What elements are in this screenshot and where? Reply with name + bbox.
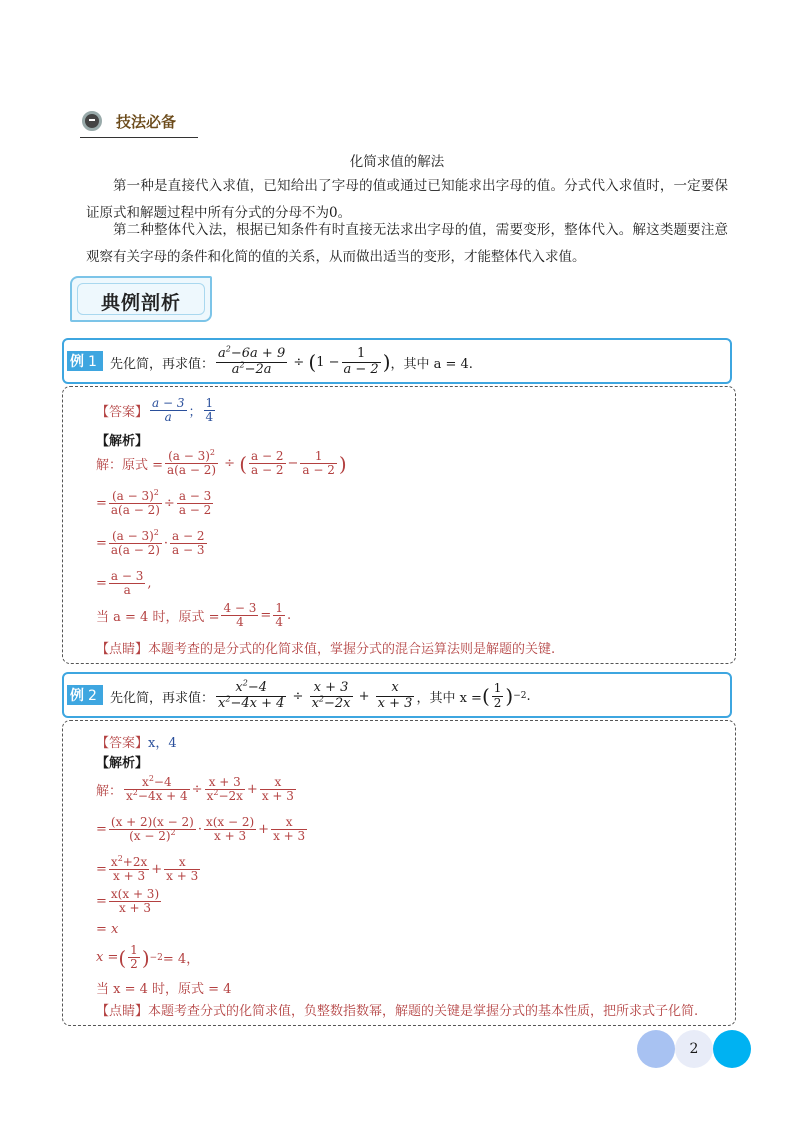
example-1-comment: 【点睛】 本题考查的是分式的化简求值，掌握分式的混合运算法则是解题的关键. bbox=[96, 642, 556, 657]
example-1-question-box: 例 1 先化简，再求值： $\frac{a^2-6a + 9}{a^2-2a}$ ÷ ( 1 − $\frac{1}{a - 2}$ ) ，其中 a = 4. bbox=[62, 338, 732, 384]
example-1-answer-value: $\frac{1}{4}$ bbox=[205, 396, 214, 425]
example-1-answer-label: 【答案】 bbox=[96, 405, 149, 421]
example-1-tag: 例 1 bbox=[67, 351, 103, 371]
example-2-prompt: 先化简，再求值： bbox=[110, 690, 215, 706]
example-2-step-6: x = ( $\frac{1}{2}$ ) −2 = 4， bbox=[96, 943, 200, 972]
example-1-expr-fraction-2: $\frac{1}{a - 2}$ bbox=[343, 346, 379, 377]
method-title: 化简求值的解法 bbox=[349, 154, 445, 170]
example-2-step-1: 解： $\frac{x^2-4}{x^2-4x + 4}$ ÷ $\frac{x + 3}{x^2-2x}$ + $\frac{x}{x + 3}$ bbox=[96, 774, 294, 804]
example-2-step-3: = $\frac{x^2+2x}{x + 3}$ + $\frac{x}{x + 3}$ bbox=[96, 854, 199, 884]
example-2-answer-value: x，4 bbox=[148, 736, 177, 751]
example-1-condition: ，其中 a = 4. bbox=[390, 356, 473, 372]
example-1-step-4: = $\frac{a - 3}{a}$ , bbox=[96, 569, 152, 598]
example-2-condition: ，其中 x = bbox=[416, 690, 482, 706]
example-2-step-5: = x bbox=[96, 922, 119, 937]
example-2-tag: 例 2 bbox=[67, 685, 103, 705]
example-2-expr-fraction-3: $\frac{x}{x + 3}$ bbox=[377, 680, 413, 711]
example-2-step-7: 当 x = 4 时，原式 = 4 bbox=[96, 982, 232, 997]
example-banner bbox=[70, 276, 212, 322]
example-1-expr-fraction-1: $\frac{a^2-6a + 9}{a^2-2a}$ bbox=[218, 344, 286, 377]
example-2-step-4: = $\frac{x(x + 3)}{x + 3}$ bbox=[96, 887, 160, 916]
example-banner-label: 典例剖析 bbox=[100, 292, 181, 314]
example-1-answer-fraction: $\frac{a - 3}{a}$ bbox=[152, 396, 185, 425]
method-paragraph-1: 第一种是直接代入求值，已知给出了字母的值或通过已知能求出字母的值。分式代入求值时，一定要保证原式和解题过程中所有分式的分母不为0。 bbox=[86, 178, 728, 221]
example-1-step-1: 解：原式 = $\frac{(a - 3)^2}{a(a - 2)}$ ÷ ( $\frac{a - 2}{a - 2}$ − $\frac{1}{a - 2}$ ) bbox=[96, 448, 347, 478]
example-1-analysis-label: 【解析】 bbox=[96, 434, 149, 449]
example-1-step-5: 当 a = 4 时，原式 = $\frac{4 - 3}{4}$ = $\frac{1}{4}$ . bbox=[96, 601, 292, 630]
example-2-answer-label: 【答案】 bbox=[96, 736, 149, 751]
section-header-title: 技法必备 bbox=[116, 113, 177, 131]
page-number: 2 bbox=[675, 1030, 713, 1068]
section-header bbox=[80, 108, 198, 138]
section-header-icon bbox=[82, 111, 102, 131]
example-1-prompt: 先化简，再求值： bbox=[110, 356, 215, 372]
example-2-analysis-label: 【解析】 bbox=[96, 756, 149, 771]
example-2-expr-fraction-2: $\frac{x + 3}{x^2-2x}$ bbox=[311, 680, 351, 711]
example-2-step-2: = $\frac{(x + 2)(x - 2)}{(x - 2)^2}$ · $\frac{x(x - 2)}{x + 3}$ + $\frac{x}{x + 3}$ bbox=[96, 815, 306, 844]
example-1-step-3: = $\frac{(a - 3)^2}{a(a - 2)}$ · $\frac{a - 2}{a - 3}$ bbox=[96, 528, 205, 558]
method-paragraph-2: 第二种整体代入法，根据已知条件有时直接无法求出字母的值，需要变形，整体代入。解这类题要注意观察有关字母的条件和化简的值的关系，从而做出适当的变形，才能整体代入求值。 bbox=[86, 222, 728, 265]
example-2-expr-fraction-1: $\frac{x^2-4}{x^2-4x + 4}$ bbox=[218, 678, 285, 711]
page-circle-right bbox=[713, 1030, 751, 1068]
example-1-step-2: = $\frac{(a - 3)^2}{a(a - 2)}$ ÷ $\frac{a - 3}{a - 2}$ bbox=[96, 488, 212, 518]
example-2-comment: 【点睛】 本题考查分式的化简求值，负整数指数幂，解题的关键是掌握分式的基本性质，把所求式子化简. bbox=[96, 1004, 699, 1019]
example-2-question-box: 例 2 先化简，再求值： $\frac{x^2-4}{x^2-4x + 4}$ ÷ $\frac{x + 3}{x^2-2x}$ + $\frac{x}{x + 3}$ ，其中 x = ( $\frac{1}{2}$ ) −2 . bbox=[62, 672, 732, 718]
page-circle-left bbox=[637, 1030, 675, 1068]
